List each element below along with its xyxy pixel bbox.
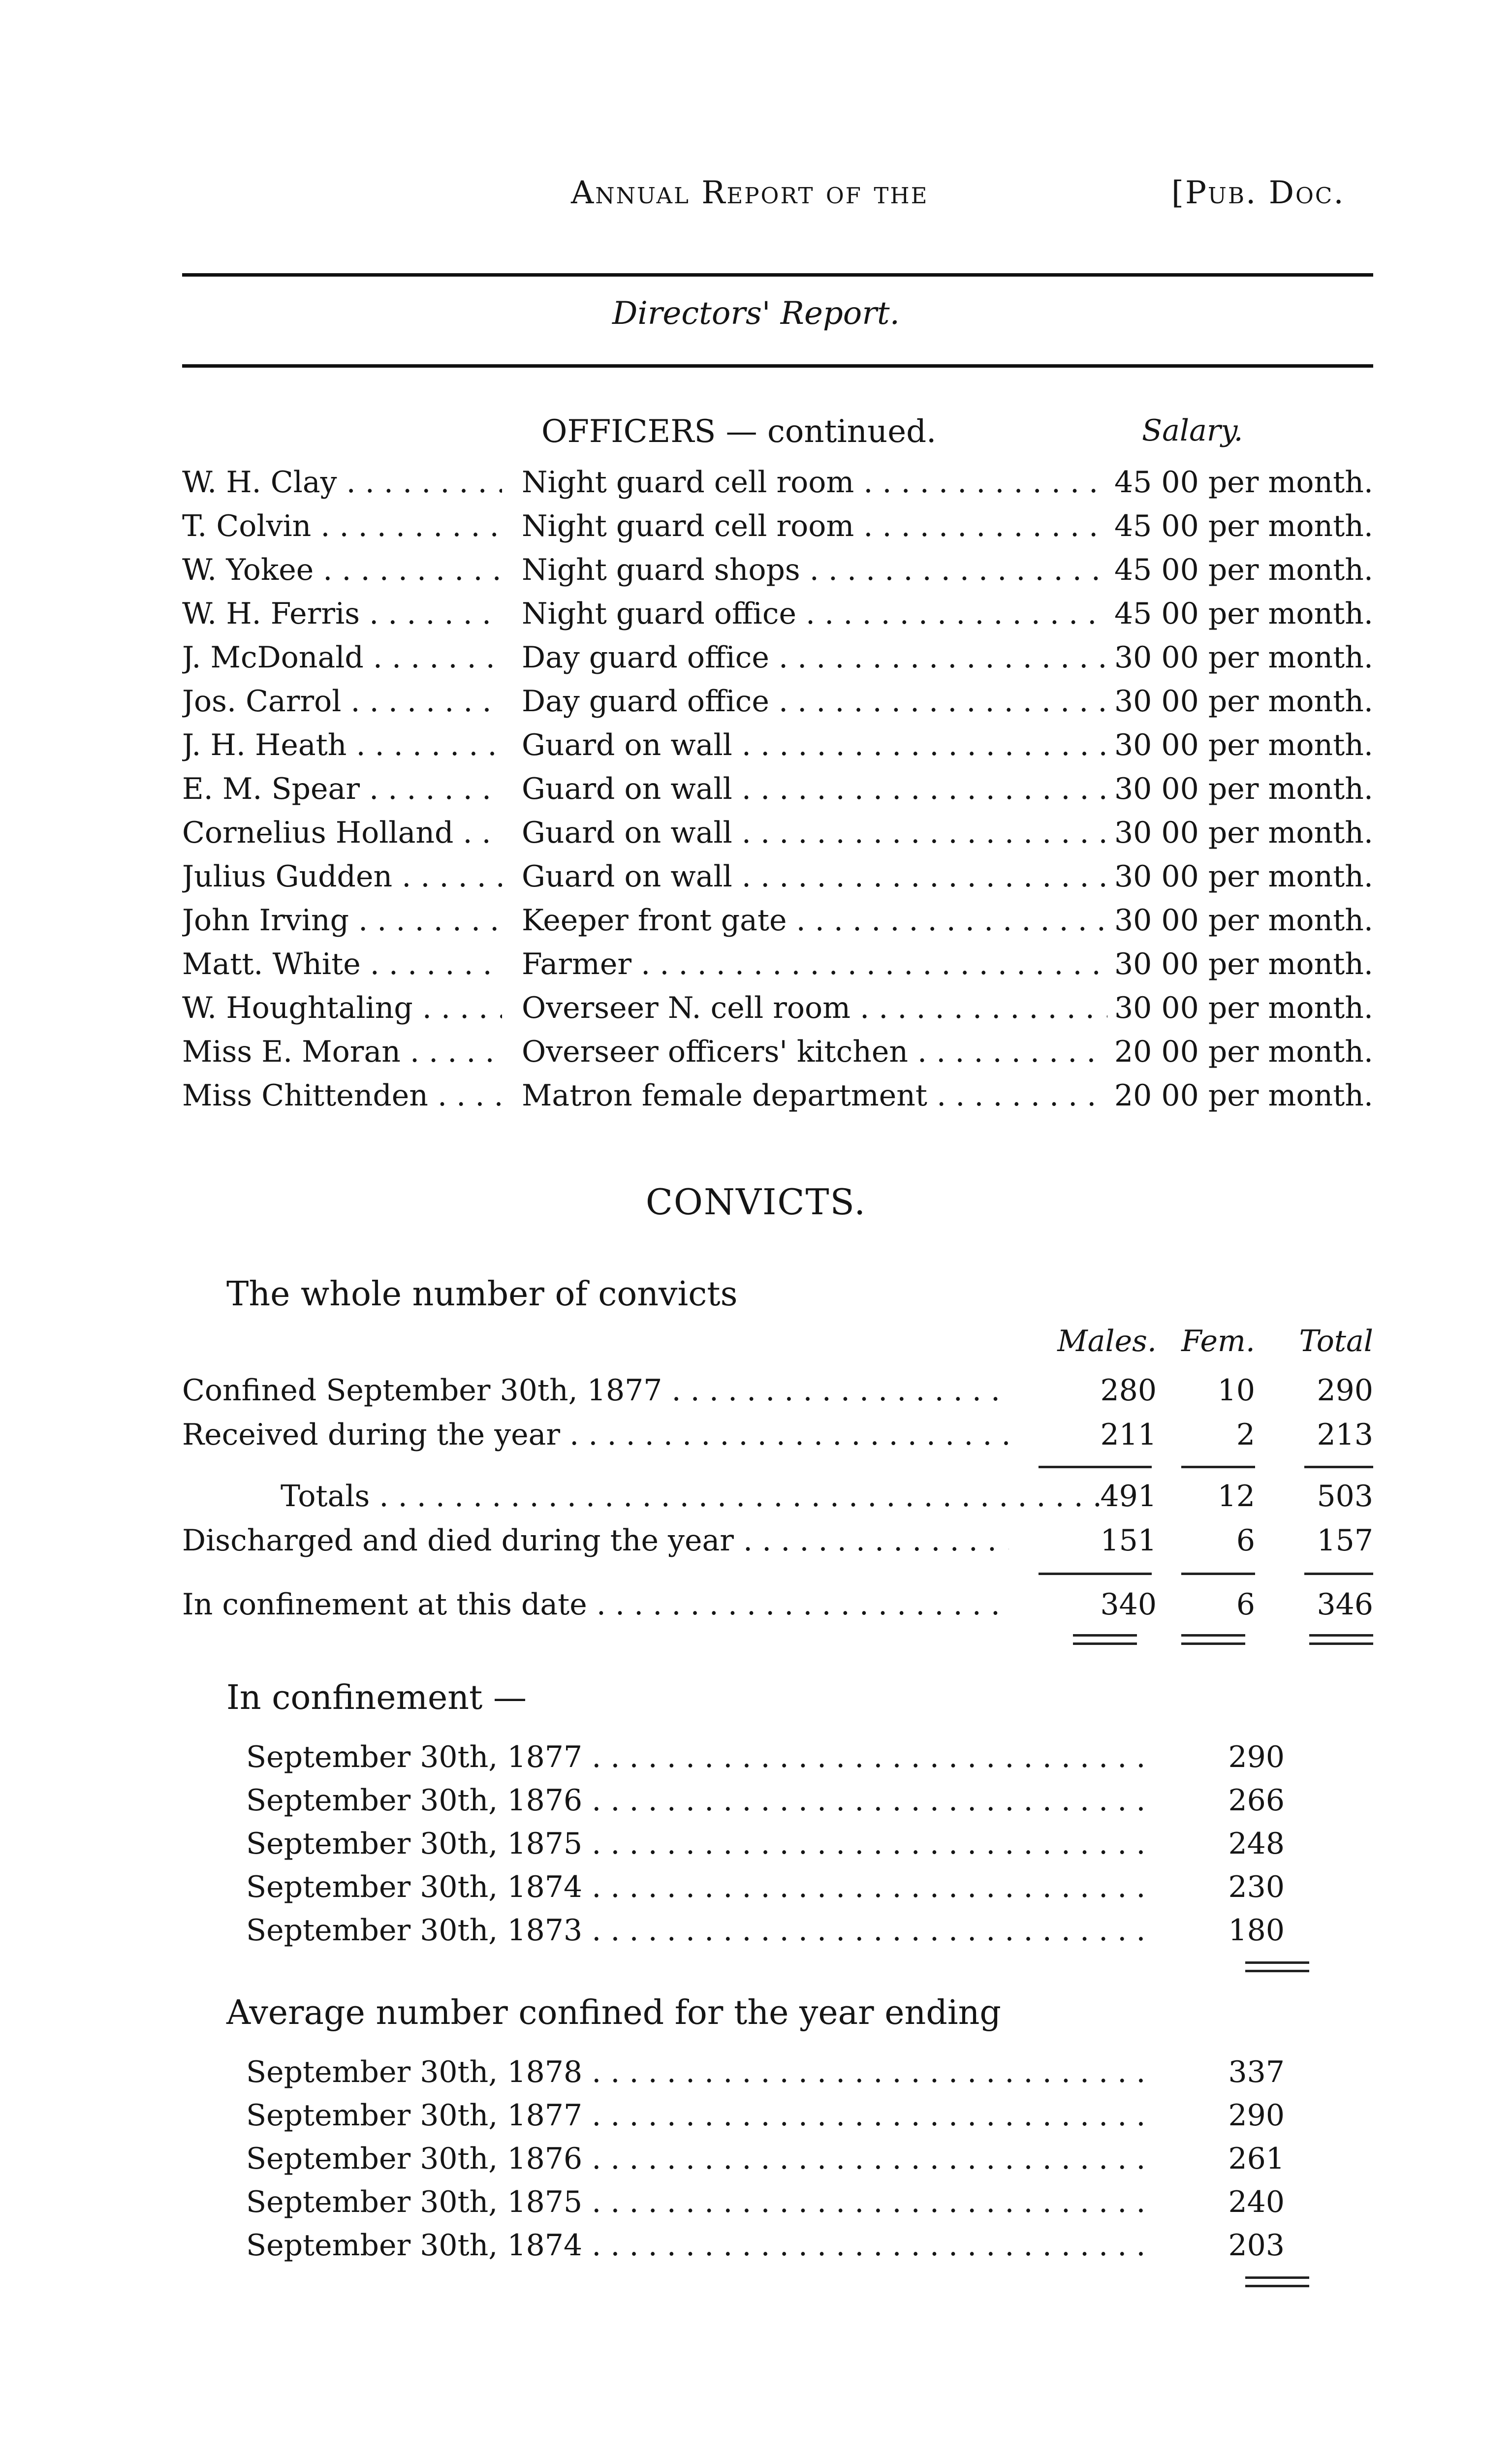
salary-column-heading: Salary. [1142,413,1243,448]
officer-row [182,465,1373,509]
in-confinement-item [246,1783,1285,1827]
males-value: 280 [1100,1373,1157,1408]
officer-salary: 45 00 per month. [1114,553,1373,587]
convicts-title: CONVICTS. [645,1181,867,1223]
officer-row [182,816,1373,859]
officer-row [182,772,1373,816]
discharged-row [182,1523,1373,1567]
double-rule [1181,1634,1245,1645]
officer-row [182,640,1373,684]
officer-name: T. Colvin . . . [182,509,502,543]
officer-name: W. Houghtaling . . . [182,991,502,1025]
females-value: 10 [1217,1373,1255,1408]
officer-salary: 45 00 per month. [1114,509,1373,543]
officer-row [182,947,1373,991]
double-rule [1309,1634,1373,1645]
officers-table [182,465,1373,1122]
average-confined-item [246,2228,1285,2272]
item-label: September 30th, 1877 . . . [246,1740,1157,1774]
officer-row [182,1078,1373,1122]
item-label: September 30th, 1876 . . . [246,1783,1157,1818]
females-value: 6 [1236,1523,1255,1558]
males-column-heading: Males. [1057,1324,1157,1358]
sum-rule [1039,1466,1152,1468]
total-value: 503 [1317,1479,1373,1514]
sum-rule [1039,1573,1152,1575]
in-confinement-item [246,1870,1285,1913]
average-confined-heading: Average number confined for the year ending [226,1993,1001,2032]
sum-rule [1181,1466,1255,1468]
officer-salary: 30 00 per month. [1114,859,1373,894]
item-label: September 30th, 1874 . . . [246,2228,1157,2263]
officer-row [182,1035,1373,1078]
header-rule-top [182,273,1373,277]
item-label: September 30th, 1878 . . . [246,2055,1157,2089]
officer-duty: Night guard office . . . [522,597,1107,631]
totals-row [182,1479,1373,1522]
total-value: 290 [1317,1373,1373,1408]
row-label: Discharged and died during the year . . . [182,1523,1009,1558]
item-value: 230 [1228,1870,1285,1904]
item-value: 290 [1228,1740,1285,1774]
item-label: September 30th, 1877 . . . [246,2098,1157,2133]
item-label: September 30th, 1873 . . . [246,1913,1157,1948]
item-value: 261 [1228,2142,1285,2176]
doc-label: [Pub. Doc. [1171,175,1345,211]
whole-number-label: The whole number of convicts [226,1275,738,1314]
officer-name: Matt. White . . . [182,947,502,981]
row-label: Totals . . . [182,1479,1107,1514]
in-confinement-item [246,1740,1285,1783]
officer-name: Jos. Carrol . . . [182,684,502,719]
officer-name: W. H. Clay . . . [182,465,502,500]
officer-duty: Keeper front gate . . . [522,903,1107,938]
total-column-heading: Total [1299,1324,1373,1358]
officer-row [182,859,1373,903]
officer-name: E. M. Spear . . . [182,772,502,806]
header-rule-bottom [182,364,1373,368]
in-confinement-row [182,1587,1373,1631]
officer-name: J. McDonald . . . [182,640,502,675]
in-confinement-item [246,1827,1285,1870]
item-value: 248 [1228,1827,1285,1861]
officer-duty: Guard on wall . . . [522,728,1107,762]
double-rule [1073,1634,1137,1645]
officer-salary: 30 00 per month. [1114,903,1373,938]
sum-rule [1304,1573,1373,1575]
officer-row [182,509,1373,553]
males-value: 211 [1100,1418,1157,1452]
officer-name: Cornelius Holland . . . [182,816,502,850]
total-value: 157 [1317,1523,1373,1558]
double-rule [1245,1961,1309,1972]
item-value: 337 [1228,2055,1285,2089]
officer-duty: Day guard office . . . [522,640,1107,675]
officer-name: Julius Gudden . . . [182,859,502,894]
officer-salary: 30 00 per month. [1114,640,1373,675]
officer-name: J. H. Heath . . . [182,728,502,762]
average-confined-item [246,2098,1285,2142]
officer-name: W. H. Ferris . . . [182,597,502,631]
item-value: 290 [1228,2098,1285,2133]
officer-duty: Guard on wall . . . [522,859,1107,894]
in-confinement-heading: In confinement — [226,1678,527,1717]
in-confinement-item [246,1913,1285,1956]
females-value: 12 [1217,1479,1255,1514]
females-value: 2 [1236,1418,1255,1452]
officer-salary: 30 00 per month. [1114,772,1373,806]
average-confined-item [246,2055,1285,2098]
item-label: September 30th, 1874 . . . [246,1870,1157,1904]
officer-duty: Day guard office . . . [522,684,1107,719]
officer-salary: 30 00 per month. [1114,991,1373,1025]
officer-row [182,903,1373,947]
officer-name: John Irving . . . [182,903,502,938]
item-label: September 30th, 1875 . . . [246,1827,1157,1861]
females-value: 6 [1236,1587,1255,1622]
officer-name: Miss E. Moran . . . [182,1035,502,1069]
officer-salary: 30 00 per month. [1114,816,1373,850]
received-row [182,1418,1373,1461]
confined-row [182,1373,1373,1417]
females-column-heading: Fem. [1181,1324,1255,1358]
officer-row [182,684,1373,728]
officer-duty: Overseer N. cell room . . . [522,991,1107,1025]
officer-salary: 30 00 per month. [1114,947,1373,981]
males-value: 151 [1100,1523,1157,1558]
officer-row [182,597,1373,640]
officer-salary: 45 00 per month. [1114,465,1373,500]
officer-row [182,553,1373,597]
officer-row [182,728,1373,772]
sum-rule [1181,1573,1255,1575]
average-confined-item [246,2142,1285,2185]
officer-duty: Night guard cell room . . . [522,465,1107,500]
item-value: 180 [1228,1913,1285,1948]
row-label: In confinement at this date . . . [182,1587,1009,1622]
officer-duty: Night guard shops . . . [522,553,1107,587]
officer-salary: 30 00 per month. [1114,728,1373,762]
officer-salary: 20 00 per month. [1114,1078,1373,1113]
total-value: 213 [1317,1418,1373,1452]
item-label: September 30th, 1876 . . . [246,2142,1157,2176]
average-confined-item [246,2185,1285,2228]
officer-duty: Farmer . . . [522,947,1107,981]
sum-rule [1304,1466,1373,1468]
officer-duty: Guard on wall . . . [522,816,1107,850]
officer-duty: Guard on wall . . . [522,772,1107,806]
officer-salary: 45 00 per month. [1114,597,1373,631]
section-title: Directors' Report. [612,295,900,332]
officers-title: OFFICERS — continued. [541,413,937,450]
item-label: September 30th, 1875 . . . [246,2185,1157,2219]
officer-salary: 30 00 per month. [1114,684,1373,719]
officer-duty: Night guard cell room . . . [522,509,1107,543]
total-value: 346 [1317,1587,1373,1622]
item-value: 240 [1228,2185,1285,2219]
officer-salary: 20 00 per month. [1114,1035,1373,1069]
item-value: 203 [1228,2228,1285,2263]
double-rule [1245,2276,1309,2287]
males-value: 340 [1100,1587,1157,1622]
row-label: Received during the year . . . [182,1418,1009,1452]
officer-duty: Matron female department . . . [522,1078,1107,1113]
item-value: 266 [1228,1783,1285,1818]
officer-duty: Overseer officers' kitchen . . . [522,1035,1107,1069]
running-head: Annual Report of the [571,175,929,211]
officer-name: W. Yokee . . . [182,553,502,587]
males-value: 491 [1100,1479,1157,1514]
row-label: Confined September 30th, 1877 . . . [182,1373,1009,1408]
officer-row [182,991,1373,1035]
officer-name: Miss Chittenden . . . [182,1078,502,1113]
